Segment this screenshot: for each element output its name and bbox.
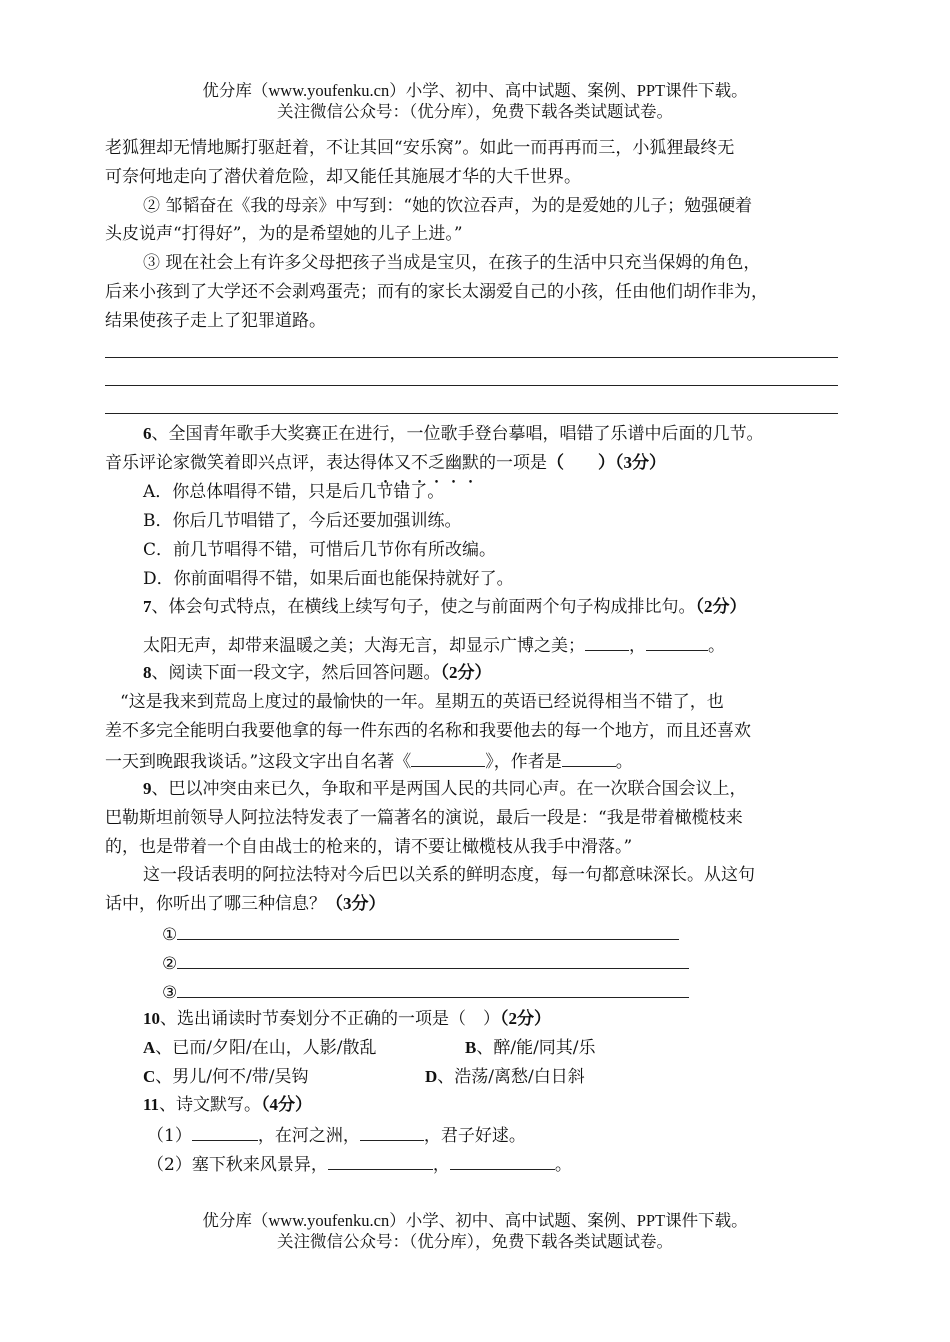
question-9-prompt	[105, 892, 386, 916]
passage-line: 头皮说声“打得好”，为的是希望她的儿子上进。”	[105, 224, 463, 244]
question-6-stem	[143, 422, 764, 446]
question-11-stem	[143, 1093, 312, 1117]
fill-blank[interactable]	[585, 632, 629, 651]
question-text: 的，也是带着一个自由战士的枪来的，请不要让橄榄枝从我手中滑落。”	[105, 837, 633, 857]
passage-line: 可奈何地走向了潜伏着危险，却又能任其施展才华的大千世界。	[105, 167, 581, 187]
page-footer-line-2: 关注微信公众号：（优分库），免费下载各类试题试卷。	[277, 1232, 673, 1251]
emphasis-char: 默	[462, 453, 479, 473]
question-text: 、全国青年歌手大奖赛正在进行，一位歌手登台摹唱，唱错了乐谱中后面的几节。	[151, 424, 764, 444]
poem-text: （2）塞下秋来风景异，	[147, 1155, 328, 1175]
passage-line: 老狐狸却无情地厮打驱赶着，不让其回“安乐窝”。如此一而再再而三，小狐狸最终无	[105, 138, 735, 158]
question-number: 8	[143, 663, 152, 682]
option-a	[143, 1036, 376, 1060]
option-a: A．你总体唱得不错，只是后几节错了。	[143, 482, 445, 502]
circled-number: ③	[162, 983, 178, 1003]
option-label: A	[143, 1038, 156, 1057]
period: 。	[615, 752, 633, 772]
question-number: 11	[143, 1095, 160, 1114]
passage-line: ② 邹韬奋在《我的母亲》中写到：“她的饮泣吞声，为的是爱她的儿子；勉强硬着	[143, 196, 753, 216]
score-label: （4分）	[261, 1095, 313, 1114]
emphasis-char: 体	[377, 453, 394, 473]
page-header-line-1: 优分库（www.youfenku.cn）小学、初中、高中试题、案例、PPT课件下载。	[202, 81, 748, 100]
answer-row-2	[162, 950, 689, 976]
question-number: 6	[143, 424, 152, 443]
answer-row-3	[162, 979, 689, 1005]
recitation-1	[147, 1122, 526, 1148]
fill-blank[interactable]	[328, 1151, 433, 1170]
answer-line[interactable]	[105, 413, 838, 414]
question-8-stem	[143, 661, 492, 685]
option-c	[143, 1065, 308, 1089]
option-d	[425, 1065, 585, 1089]
quote-line: “这是我来到荒岛上度过的最愉快的一年。星期五的英语已经说得相当不错了，也	[120, 692, 724, 712]
question-text: 、体会句式特点，在横线上续写句子，使之与前面两个句子构成排比句。	[151, 597, 696, 617]
question-text: 、选出诵读时节奏划分不正确的一项是（ ）	[160, 1009, 500, 1029]
author-blank[interactable]	[562, 748, 616, 767]
period: 。	[708, 636, 725, 656]
question-number: 10	[143, 1009, 160, 1028]
question-text: 、诗文默写。	[159, 1095, 262, 1115]
score-label: （2分）	[695, 597, 747, 616]
fill-blank[interactable]	[192, 1122, 258, 1141]
option-label: B	[465, 1038, 477, 1057]
option-text: 、已而/夕阳/在山，人影/散乱	[155, 1038, 377, 1058]
option-text: 、浩荡/离愁/白日斜	[437, 1067, 585, 1087]
question-text: 的一项是	[479, 453, 547, 473]
answer-row-1	[162, 921, 679, 947]
question-7-sentence	[143, 632, 725, 658]
passage-line: 结果使孩子走上了犯罪道路。	[105, 311, 326, 331]
option-label: C	[143, 1067, 156, 1086]
question-text: 》，作者是	[485, 752, 562, 772]
answer-blank[interactable]	[177, 950, 689, 969]
separator: ，	[629, 636, 646, 656]
example-sentence: 太阳无声，却带来温暖之美；大海无言，却显示广博之美；	[143, 636, 585, 656]
question-6-stem-line-2	[105, 451, 666, 475]
question-number: 7	[143, 597, 152, 616]
option-label: D	[425, 1067, 438, 1086]
emphasis-char: 乏	[428, 453, 445, 473]
recitation-2	[147, 1151, 572, 1177]
option-b	[465, 1036, 596, 1060]
circled-number: ①	[162, 925, 178, 945]
answer-line[interactable]	[105, 357, 838, 358]
emphasis-char: 又	[394, 453, 411, 473]
score-label: （2分）	[500, 1009, 551, 1028]
question-number: 9	[143, 779, 152, 798]
answer-blank[interactable]	[177, 979, 689, 998]
option-d: D．你前面唱得不错，如果后面也能保持就好了。	[143, 569, 514, 589]
question-text: 、巴以冲突由来已久，争取和平是两国人民的共同心声。在一次联合国会议上，	[151, 779, 747, 799]
page-header-line-2: 关注微信公众号：（优分库），免费下载各类试题试卷。	[277, 102, 673, 121]
fill-blank[interactable]	[360, 1122, 424, 1141]
poem-text: ，君子好逑。	[423, 1126, 526, 1146]
passage-line: ③ 现在社会上有许多父母把孩子当成是宝贝，在孩子的生活中只充当保姆的角色，	[143, 253, 761, 273]
question-9-stem	[143, 777, 747, 801]
passage-line: 后来小孩到了大学还不会剥鸡蛋壳；而有的家长太溺爱自己的小孩，任由他们胡作非为，	[105, 282, 768, 302]
page-footer-line-1: 优分库（www.youfenku.cn）小学、初中、高中试题、案例、PPT课件下载。	[202, 1211, 748, 1230]
score-label: （3分）	[326, 894, 386, 913]
answer-blank[interactable]	[177, 921, 679, 940]
option-c: C．前几节唱得不错，可惜后几节你有所改编。	[143, 540, 497, 560]
answer-parenthesis[interactable]: （ ）	[547, 453, 615, 472]
question-text: 这一段话表明的阿拉法特对今后巴以关系的鲜明态度，每一句都意味深长。从这句	[143, 865, 755, 885]
question-text: 话中，你听出了哪三种信息？	[105, 894, 326, 914]
quote-line: 差不多完全能明白我要他拿的每一件东西的名称和我要他去的每一个地方，而且还喜欢	[105, 721, 751, 741]
emphasis-char: 幽	[445, 453, 462, 473]
book-title-blank[interactable]	[411, 748, 485, 767]
circled-number: ②	[162, 954, 178, 974]
question-7-stem	[143, 595, 747, 619]
answer-line[interactable]	[105, 385, 838, 386]
item-number: （1）	[147, 1126, 192, 1146]
option-b: B．你后几节唱错了，今后还要加强训练。	[143, 511, 462, 531]
question-10-stem	[143, 1007, 551, 1031]
option-text: 、男儿/何不/带/吴钩	[155, 1067, 309, 1087]
question-text: 一天到晚跟我谈话。”这段文字出自名著《	[105, 752, 412, 772]
score-label: （3分）	[615, 453, 666, 472]
question-text: 音乐评论家微笑着即兴点评，表达得	[105, 453, 377, 473]
fill-blank[interactable]	[450, 1151, 555, 1170]
question-text: 巴勒斯坦前领导人阿拉法特发表了一篇著名的演说，最后一段是：“我是带着橄榄枝来	[105, 808, 743, 828]
period: 。	[554, 1155, 572, 1175]
fill-blank[interactable]	[646, 632, 708, 651]
emphasis-char: 不	[411, 453, 428, 473]
separator: ，	[432, 1155, 450, 1175]
poem-text: ，在河之洲，	[257, 1126, 360, 1146]
option-text: 、醉/能/同其/乐	[476, 1038, 596, 1058]
question-text: 、阅读下面一段文字，然后回答问题。	[151, 663, 441, 683]
score-label: （2分）	[440, 663, 492, 682]
quote-line-with-blanks	[105, 748, 633, 774]
